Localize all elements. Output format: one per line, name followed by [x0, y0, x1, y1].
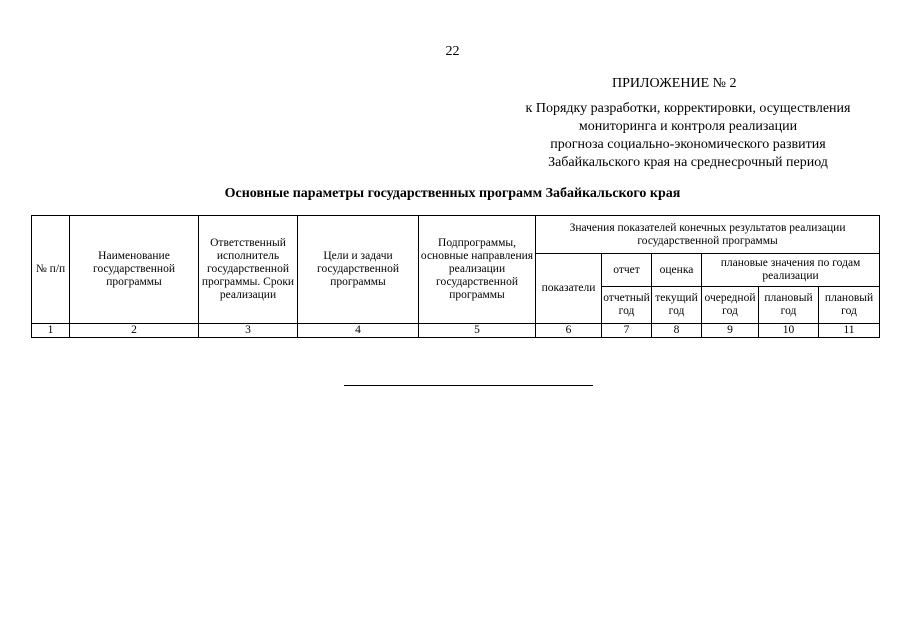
- header-indicator-values: Значения показателей конечных результатов реализации государственной программы: [536, 216, 880, 254]
- column-index-cell: 3: [199, 324, 298, 338]
- header-plan-year-1: плановый год: [759, 287, 819, 324]
- column-index-cell: 5: [419, 324, 536, 338]
- closing-rule: [344, 385, 593, 386]
- header-row-number: № п/п: [32, 216, 70, 324]
- header-subprograms: Подпрограммы, основные направления реализации государственной программы: [419, 216, 536, 324]
- appendix-line: Забайкальского края на среднесрочный период: [548, 155, 828, 170]
- header-report: отчет: [602, 254, 652, 287]
- parameters-table: [31, 215, 880, 338]
- header-plan-year-2: плановый год: [819, 287, 880, 324]
- header-next-year: очередной год: [702, 287, 759, 324]
- header-report-year: отчетный год: [602, 287, 652, 324]
- appendix-title: ПРИЛОЖЕНИЕ № 2: [612, 76, 737, 91]
- header-goals-tasks: Цели и задачи государственной программы: [298, 216, 419, 324]
- header-indicators: показатели: [536, 254, 602, 324]
- appendix-line: к Порядку разработки, корректировки, осуществления: [525, 101, 851, 116]
- header-program-name: Наименование государственной программы: [70, 216, 199, 324]
- document-title: Основные параметры государственных программ Забайкальского края: [224, 186, 681, 201]
- column-index-row: [32, 324, 880, 338]
- appendix-subtitle: [488, 100, 888, 172]
- column-index-cell: 11: [819, 324, 880, 338]
- header-planned-values: плановые значения по годам реализации: [702, 254, 880, 287]
- column-index-cell: 4: [298, 324, 419, 338]
- header-estimate: оценка: [652, 254, 702, 287]
- header-current-year: текущий год: [652, 287, 702, 324]
- appendix-line: прогноза социально-экономического развития: [550, 137, 826, 152]
- header-responsible-executor: Ответственный исполнитель государственной программы. Сроки реализации: [199, 216, 298, 324]
- column-index-cell: 10: [759, 324, 819, 338]
- column-index-cell: 2: [70, 324, 199, 338]
- column-index-cell: 9: [702, 324, 759, 338]
- page-number: 22: [445, 44, 460, 59]
- column-index-cell: 6: [536, 324, 602, 338]
- column-index-cell: 7: [602, 324, 652, 338]
- column-index-cell: 8: [652, 324, 702, 338]
- appendix-line: мониторинга и контроля реализации: [578, 119, 798, 134]
- column-index-cell: 1: [32, 324, 70, 338]
